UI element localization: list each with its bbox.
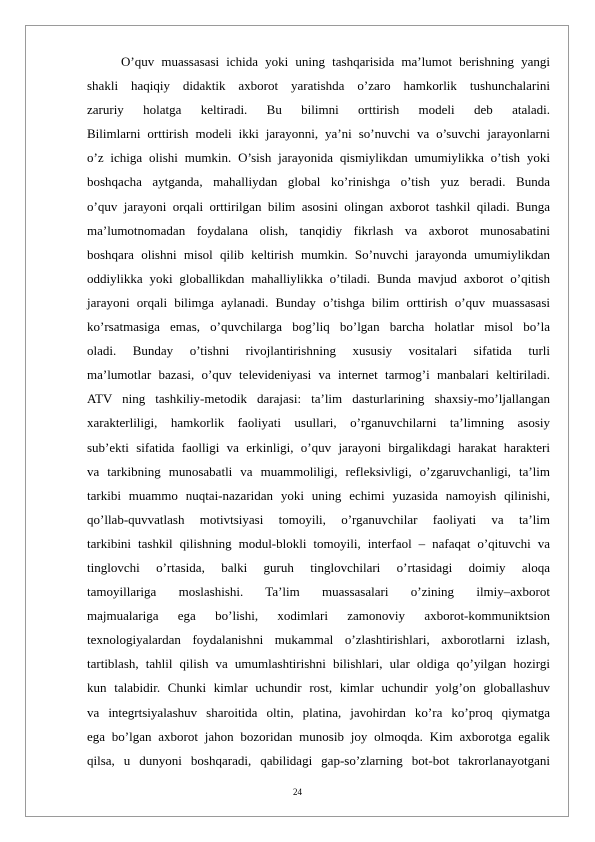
- text-line: sub’ekti sifatida faolligi va erkinligi, o’quv jarayoni birgalikdagi harakat harakteri: [87, 439, 550, 455]
- page-number: 24: [293, 787, 302, 797]
- text-line: boshqara olishni misol qilib keltirish mumkin. So’nuvchi jarayonda umumiylikdan: [87, 246, 550, 262]
- text-line: o’z ichiga olishi mumkin. O’sish jarayonida qismiylikdan umumiylikka o’tish yoki: [87, 150, 550, 166]
- text-line: oddiylikka yoki globallikdan mahalliylikka o’tiladi. Bunda mavjud axborot o’qitish: [87, 270, 550, 286]
- text-line: ega bo’lgan axborot jahon bozoridan munosib joy olmoqda. Kim axborotga egalik: [87, 728, 550, 744]
- text-line: jarayoni orqali bilimga aylanadi. Bunday o’tishga bilim orttirish o’quv muassasasi: [87, 294, 550, 310]
- text-line: texnologiyalardan foydalanishni mukammal o’zlashtirishlari, axborotlarni izlash,: [87, 632, 550, 648]
- text-line: kun talabidir. Chunki kimlar uchundir rost, kimlar uchundir yolg’on globallashuv: [87, 680, 550, 696]
- text-line: shakli haqiqiy didaktik axborot yaratishda o’zaro hamkorlik tushunchalarini: [87, 78, 550, 94]
- text-line: ma’lumotlar bazasi, o’quv televideniyasi va internet tarmog’i manbalari keltiriladi.: [87, 367, 550, 383]
- text-line: tarkibi muammo nuqtai-nazaridan yoki uning echimi yuzasida namoyish qilinishi,: [87, 487, 550, 503]
- text-line: tinglovchi o’rtasida, balki guruh tinglovchilari o’rtasidagi doimiy aloqa: [87, 559, 550, 575]
- body-text: [87, 50, 550, 773]
- text-line: tarkibini tashkil qilishning modul-blokli tomoyili, interfaol – nafaqat o’qituvchi va: [87, 535, 550, 551]
- text-line: ko’rsatmasiga emas, o’quvchilarga bog’liq bo’lgan barcha holatlar misol bo’la: [87, 319, 550, 335]
- text-line: tartiblash, tahlil qilish va umumlashtirishni bilishlari, ular oldiga qo’yilgan hozirgi: [87, 656, 550, 672]
- text-line: va tarkibning munosabatli va muammoliligi, refleksivligi, o’zgaruvchanligi, ta’lim: [87, 463, 550, 479]
- text-line: qilsa, u dunyoni boshqaradi, qabilidagi gap-so’zlarning bot-bot takrorlanayotgani: [87, 752, 550, 768]
- text-line: boshqacha aytganda, mahalliydan global ko’rinishga o’tish yuz beradi. Bunda: [87, 174, 550, 190]
- text-line: tamoyillariga moslashishi. Ta’lim muassasalari o’zining ilmiy–axborot: [87, 584, 550, 600]
- text-line: xarakterliligi, hamkorlik faoliyati usullari, o’rganuvchilarni ta’limning asosiy: [87, 415, 550, 431]
- text-line: qo’llab-quvvatlash motivtsiyasi tomoyili, o’rganuvchilar faoliyati va ta’lim: [87, 511, 550, 527]
- text-line: ma’lumotnomadan foydalana olish, tanqidiy fikrlash va axborot munosabatini: [87, 222, 550, 238]
- text-line: O’quv muassasasi ichida yoki uning tashqarisida ma’lumot berishning yangi: [121, 54, 550, 69]
- text-line: ATV ning tashkiliy-metodik darajasi: ta’lim dasturlarining shaxsiy-mo’ljallangan: [87, 391, 550, 407]
- text-line: o’quv jarayoni orqali orttirilgan bilim asosini olingan axborot tashkil qiladi. Bunga: [87, 198, 550, 214]
- text-line: va integrtsiyalashuv sharoitida oltin, platina, javohirdan ko’ra ko’proq qiymatga: [87, 704, 550, 720]
- text-line: majmualariga ega bo’lishi, xodimlari zamonoviy axborot-kommuniktsion: [87, 608, 550, 624]
- text-line: Bilimlarni orttirish modeli ikki jarayonni, ya’ni so’nuvchi va o’suvchi jarayonlarni: [87, 126, 550, 142]
- text-line: zaruriy holatga keltiradi. Bu bilimni orttirish modeli deb ataladi.: [87, 102, 550, 118]
- text-line: oladi. Bunday o’tishni rivojlantirishning xususiy vositalari sifatida turli: [87, 343, 550, 359]
